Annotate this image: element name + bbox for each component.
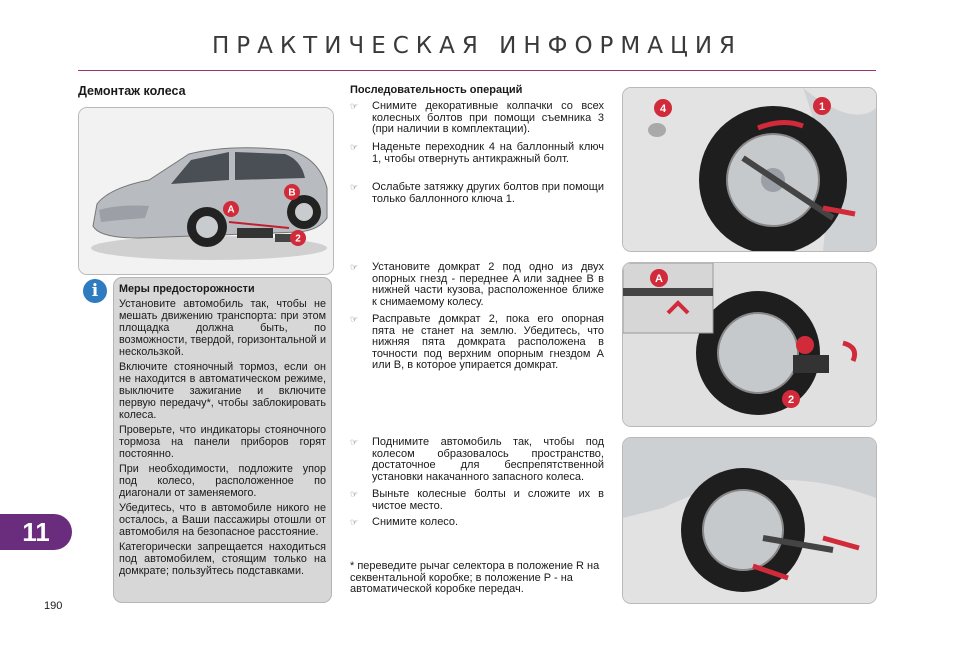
safety-paragraph: Включите стояночный тормоз, если он не находится в автоматическом режиме, выключите зажигание и включите первую передачу*, чтобы заблокировать колеса. [119,361,326,421]
hand-pointer-icon: ☞ [350,489,359,499]
hand-pointer-icon: ☞ [350,182,359,192]
photo-jack-position [622,262,877,427]
hand-pointer-icon: ☞ [350,517,359,527]
footnote: * переведите рычаг селектора в положение R на секвентальной коробке; в положение P - на автоматической коробке передач. [350,560,600,596]
callout-a: A [655,273,663,285]
hand-pointer-icon: ☞ [350,437,359,447]
step-text: Наденьте переходник 4 на баллонный ключ 1, чтобы отвернуть антикражный болт. [372,141,604,165]
callout-2: 2 [787,394,795,406]
safety-paragraph: При необходимости, подложите упор под колесо, расположенное по диагонали от заменяемого. [119,463,326,499]
page-header-title: ПРАКТИЧЕСКАЯ ИНФОРМАЦИЯ [211,33,743,59]
safety-paragraph: Убедитесь, что в автомобиле никого не осталось, а Ваши пассажиры отошли от автомобиля на безопасное расстояние. [119,502,326,538]
step-text: Поднимите автомобиль так, чтобы под колесом образовалось пространство, достаточное для беспрепятственной установки накачанного запасного колеса. [372,436,604,483]
step-item [350,101,604,136]
step-text: Снимите колесо. [372,516,459,528]
callout-4: 4 [659,103,667,115]
photo-wheel-bolts [622,87,877,252]
callout-1: 1 [818,101,826,113]
step-item [350,517,604,529]
step-item [350,437,604,483]
step-item [350,142,604,165]
header-divider [78,70,876,71]
step-item [350,182,604,205]
step-text: Снимите декоративные колпачки со всех колесных болтов при помощи съемника 3 (при наличии в комплектации). [372,100,604,136]
hand-pointer-icon: ☞ [350,101,359,111]
step-text: Установите домкрат 2 под одно из двух опорных гнезд - переднее A или заднее B в нижней части кузова, расположенное ближе к снимаемому колесу. [372,261,604,308]
callout-2: 2 [295,233,301,245]
hand-pointer-icon: ☞ [350,142,359,152]
step-text: Ослабьте затяжку других болтов при помощи только баллонного ключа 1. [372,181,604,205]
photo-lift-car [622,437,877,604]
hand-pointer-icon: ☞ [350,262,359,272]
callout-a: A [227,204,235,216]
chapter-number: 11 [22,517,50,547]
info-icon: i [83,279,107,303]
step-item [350,489,604,512]
safety-title: Меры предосторожности [119,283,255,295]
section-title: Демонтаж колеса [78,84,186,98]
safety-paragraph: Установите автомобиль так, чтобы не мешать движению транспорта: при этом площадка должна быть, по возможности, твердой, горизонтальной и нескользкой. [119,298,326,358]
hand-pointer-icon: ☞ [350,314,359,324]
step-text: Расправьте домкрат 2, пока его опорная пята не станет на землю. Убедитесь, что нижняя пята домкрата расположена в точности под верхним опорным гнездом A или B, в которое упирается домкрат. [372,313,604,372]
safety-box [113,277,332,603]
page-number: 190 [44,600,63,612]
step-text: Выньте колесные болты и сложите их в чистое место. [372,488,604,512]
operations-title: Последовательность операций [350,84,523,96]
car-illustration [78,107,334,275]
step-item [350,314,604,372]
step-item [350,262,604,308]
callout-b: B [288,187,296,199]
safety-paragraph: Проверьте, что индикаторы стояночного тормоза на панели приборов горят постоянно. [119,424,326,460]
safety-paragraph: Категорически запрещается находиться под автомобилем, стоящим только на домкрате; пользуйтесь подставками. [119,541,326,577]
